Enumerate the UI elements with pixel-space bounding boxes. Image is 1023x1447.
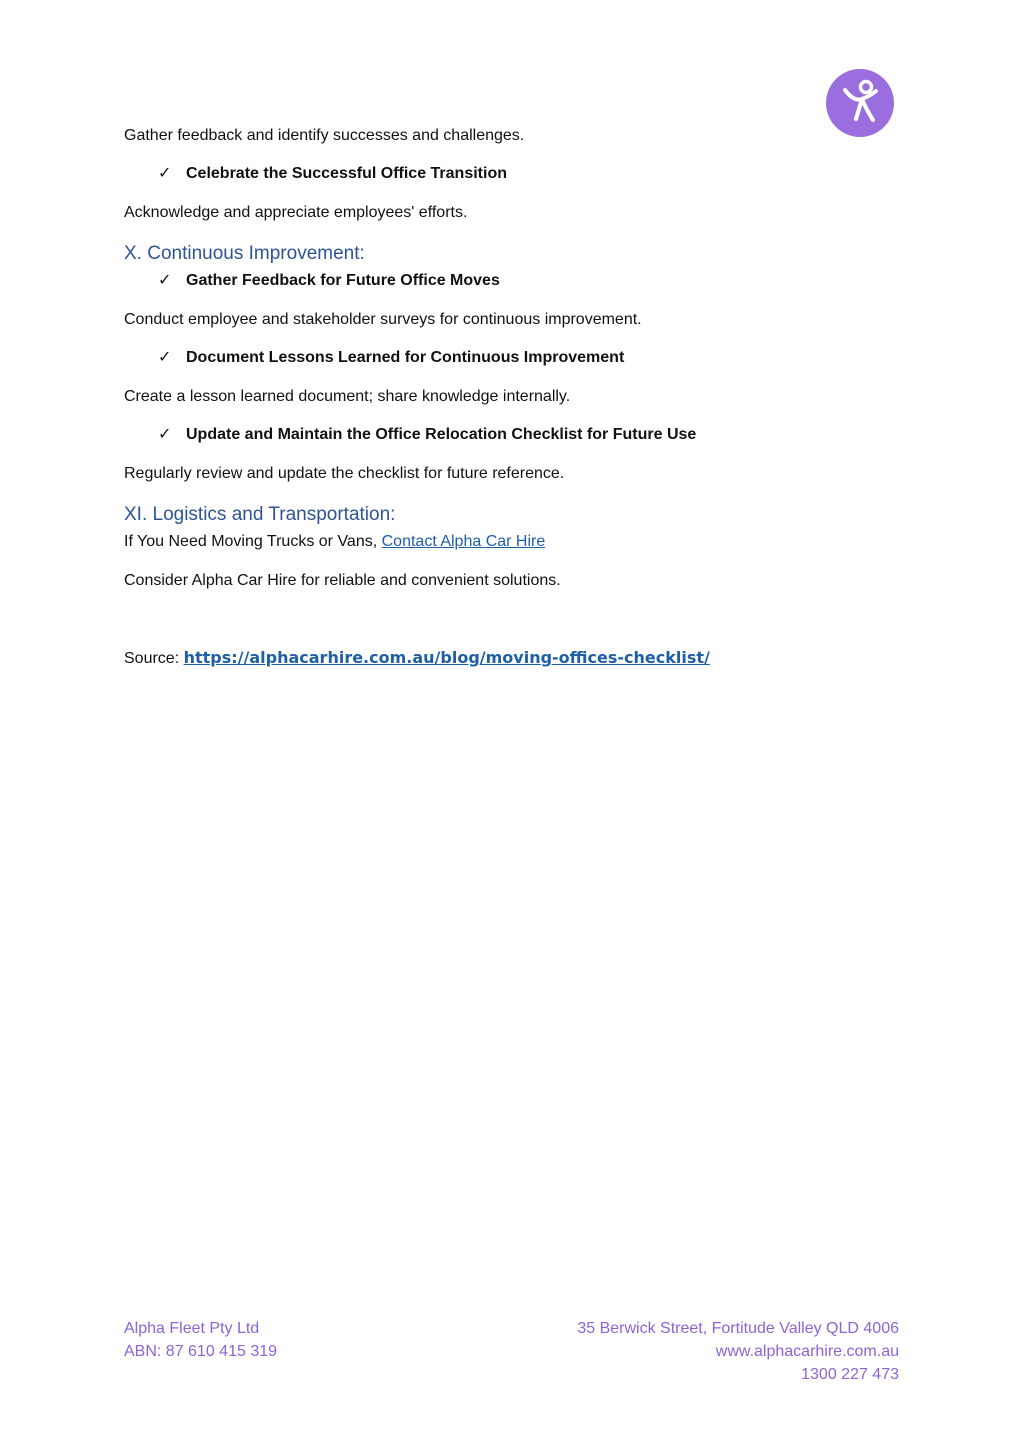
source-url-link[interactable]: https://alphacarhire.com.au/blog/moving-offices-checklist/ [183,648,710,667]
footer-address: 35 Berwick Street, Fortitude Valley QLD 4006 [577,1320,899,1337]
paragraph-acknowledge: Acknowledge and appreciate employees' efforts. [124,204,468,221]
source-line [124,648,710,669]
footer-company-name: Alpha Fleet Pty Ltd [124,1320,260,1337]
checklist-item-label: Update and Maintain the Office Relocation Checklist for Future Use [186,426,697,443]
paragraph-feedback: Gather feedback and identify successes and challenges. [124,127,525,144]
checklist-item-celebrate [158,164,507,184]
checklist-item-label: Gather Feedback for Future Office Moves [186,272,500,289]
paragraph-lessons: Create a lesson learned document; share knowledge internally. [124,388,571,405]
footer-contact-info [577,1317,899,1386]
section-heading-continuous-improvement: X. Continuous Improvement: [124,243,365,264]
paragraph-review: Regularly review and update the checklist for future reference. [124,465,565,482]
checklist-item-gather-feedback [158,271,500,291]
checklist-item-update-checklist [158,425,696,445]
checkmark-icon: ✓ [158,272,172,289]
contact-alpha-car-hire-link[interactable]: Contact Alpha Car Hire [381,533,546,550]
footer-phone: 1300 227 473 [801,1366,899,1383]
source-label: Source: [124,650,184,667]
paragraph-surveys: Conduct employee and stakeholder surveys for continuous improvement. [124,311,642,328]
footer-website: www.alphacarhire.com.au [715,1343,899,1360]
paragraph-text: If You Need Moving Trucks or Vans, [124,533,382,550]
alpha-logo-icon [826,69,894,137]
paragraph-consider: Consider Alpha Car Hire for reliable and convenient solutions. [124,572,561,589]
checklist-item-label: Document Lessons Learned for Continuous Improvement [186,349,625,366]
checklist-item-label: Celebrate the Successful Office Transition [186,165,507,182]
footer-abn: ABN: 87 610 415 319 [124,1343,278,1360]
footer-company-info [124,1317,277,1363]
checkmark-icon: ✓ [158,426,172,443]
section-heading-logistics: XI. Logistics and Transportation: [124,504,396,525]
paragraph-moving-trucks [124,532,545,552]
checkmark-icon: ✓ [158,349,172,366]
checkmark-icon: ✓ [158,165,172,182]
checklist-item-document-lessons [158,348,624,368]
